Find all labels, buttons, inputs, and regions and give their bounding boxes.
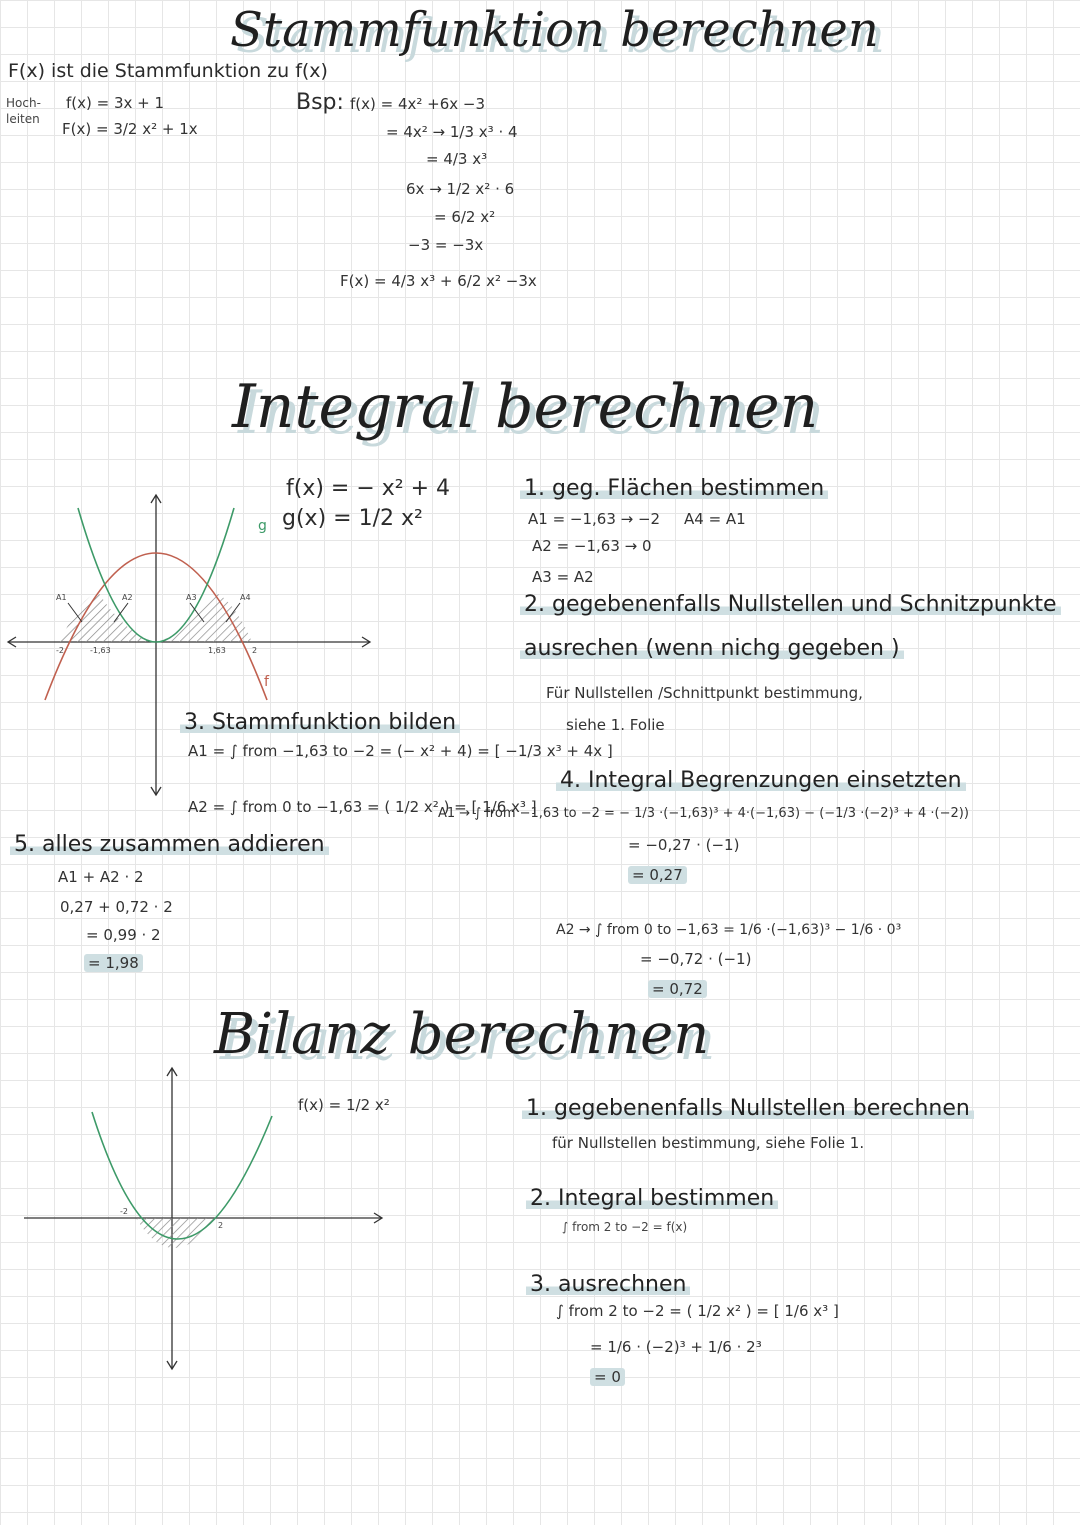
step4-heading: 4. Integral Begrenzungen einsetzten xyxy=(556,768,966,793)
step5-line-2: 0,27 + 0,72 · 2 xyxy=(60,898,173,916)
bsp-label: Bsp: xyxy=(296,90,344,115)
bilanz-f-def: f(x) = 1/2 x² xyxy=(298,1096,390,1114)
step4-a1-line-1: A1 → ∫ from −1,63 to −2 = − 1/3 ·(−1,63)³ + 4·(−1,63) − (−1/3 ·(−2)³ + 4 ·(−2)) xyxy=(438,806,969,821)
integral-g-def: g(x) = 1/2 x² xyxy=(282,506,423,531)
step3-heading: 3. Stammfunktion bilden xyxy=(180,710,460,735)
tick-label-2: 2 xyxy=(252,646,258,655)
bilanz-graph xyxy=(20,1064,390,1374)
hatched-area xyxy=(136,1218,216,1248)
step4-a1-result: = 0,27 xyxy=(628,866,687,884)
bsp-line-4: 6x → 1/2 x² · 6 xyxy=(406,180,515,198)
area-label-a2: A2 xyxy=(122,593,133,602)
tick-label-neg163: -1,63 xyxy=(90,646,111,655)
step1-heading: 1. geg. Flächen bestimmen xyxy=(520,476,828,501)
area-label-a3: A3 xyxy=(186,593,197,602)
step4-a2-result: = 0,72 xyxy=(648,980,707,998)
hatched-area-right xyxy=(156,592,252,642)
step5-heading: 5. alles zusammen addieren xyxy=(10,832,329,857)
bilanz-step3-result: = 0 xyxy=(590,1368,625,1386)
example-f: f(x) = 3x + 1 xyxy=(66,94,165,112)
section2-title: Integral berechnen xyxy=(232,372,819,442)
step2-heading-line-2: ausrechen (wenn nichg gegeben ) xyxy=(520,636,904,661)
curve-label-f: f xyxy=(264,674,269,690)
tick-label-163: 1,63 xyxy=(208,646,226,655)
step5-line-3: = 0,99 · 2 xyxy=(86,926,161,944)
step4-a2-line-2: = −0,72 · (−1) xyxy=(640,950,752,968)
bsp-line-6: −3 = −3x xyxy=(408,236,484,254)
step5-line-1: A1 + A2 · 2 xyxy=(58,868,144,886)
curve-label-g: g xyxy=(258,518,267,534)
tick-label-neg2: -2 xyxy=(56,646,64,655)
step4-a2-line-1: A2 → ∫ from 0 to −1,63 = 1/6 ·(−1,63)³ − 1/6 · 0³ xyxy=(556,922,902,938)
bsp-line-1: f(x) = 4x² +6x −3 xyxy=(350,95,486,113)
hatched-area-left xyxy=(60,592,156,642)
bilanz-step1-note: für Nullstellen bestimmung, siehe Folie 1. xyxy=(552,1134,865,1152)
section1-intro: F(x) ist die Stammfunktion zu f(x) xyxy=(8,60,328,82)
bilanz-step3-line-1: ∫ from 2 to −2 = ( 1/2 x² ) = [ 1/6 x³ ] xyxy=(556,1302,839,1320)
bilanz-step2-formula: ∫ from 2 to −2 = f(x) xyxy=(562,1220,688,1234)
bsp-line-3: = 4/3 x³ xyxy=(426,150,488,168)
bsp-line-5: = 6/2 x² xyxy=(434,208,496,226)
section3-title: Bilanz berechnen xyxy=(214,1002,710,1067)
side-label-hoch: Hoch- xyxy=(6,96,41,110)
step4-a1-line-2: = −0,27 · (−1) xyxy=(628,836,740,854)
step1-line-1: A1 = −1,63 → −2 xyxy=(528,510,661,528)
tick-label-neg2: -2 xyxy=(120,1207,128,1216)
step3-line-a2: A2 = ∫ from 0 to −1,63 = ( 1/2 x² ) = [ 1/6 x³ ] xyxy=(188,798,537,816)
step3-line-a1: A1 = ∫ from −1,63 to −2 = (− x² + 4) = [ −1/3 x³ + 4x ] xyxy=(188,742,613,760)
step2-note-1: Für Nullstellen /Schnittpunkt bestimmung, xyxy=(546,684,863,702)
bilanz-step2-heading: 2. Integral bestimmen xyxy=(526,1186,778,1211)
step2-note-2: siehe 1. Folie xyxy=(566,716,665,734)
bilanz-step3-line-2: = 1/6 · (−2)³ + 1/6 · 2³ xyxy=(590,1338,762,1356)
tick-label-2: 2 xyxy=(218,1221,224,1230)
example-F: F(x) = 3/2 x² + 1x xyxy=(62,120,198,138)
bsp-line-7: F(x) = 4/3 x³ + 6/2 x² −3x xyxy=(340,272,537,290)
step2-heading-line-1: 2. gegebenenfalls Nullstellen und Schnitzpunkte xyxy=(520,592,1061,617)
step1-line-4: A3 = A2 xyxy=(532,568,594,586)
step1-line-2: A4 = A1 xyxy=(684,510,746,528)
area-label-a1: A1 xyxy=(56,593,67,602)
bsp-line-2: = 4x² → 1/3 x³ · 4 xyxy=(386,123,518,141)
step5-result: = 1,98 xyxy=(84,954,143,972)
bilanz-step1-heading: 1. gegebenenfalls Nullstellen berechnen xyxy=(522,1096,974,1121)
area-label-a4: A4 xyxy=(240,593,251,602)
integral-f-def: f(x) = − x² + 4 xyxy=(286,476,451,501)
step1-line-3: A2 = −1,63 → 0 xyxy=(532,537,652,555)
side-label-leiten: leiten xyxy=(6,112,40,126)
bilanz-step3-heading: 3. ausrechnen xyxy=(526,1272,690,1297)
section1-title: Stammfunktion berechnen xyxy=(230,2,879,58)
